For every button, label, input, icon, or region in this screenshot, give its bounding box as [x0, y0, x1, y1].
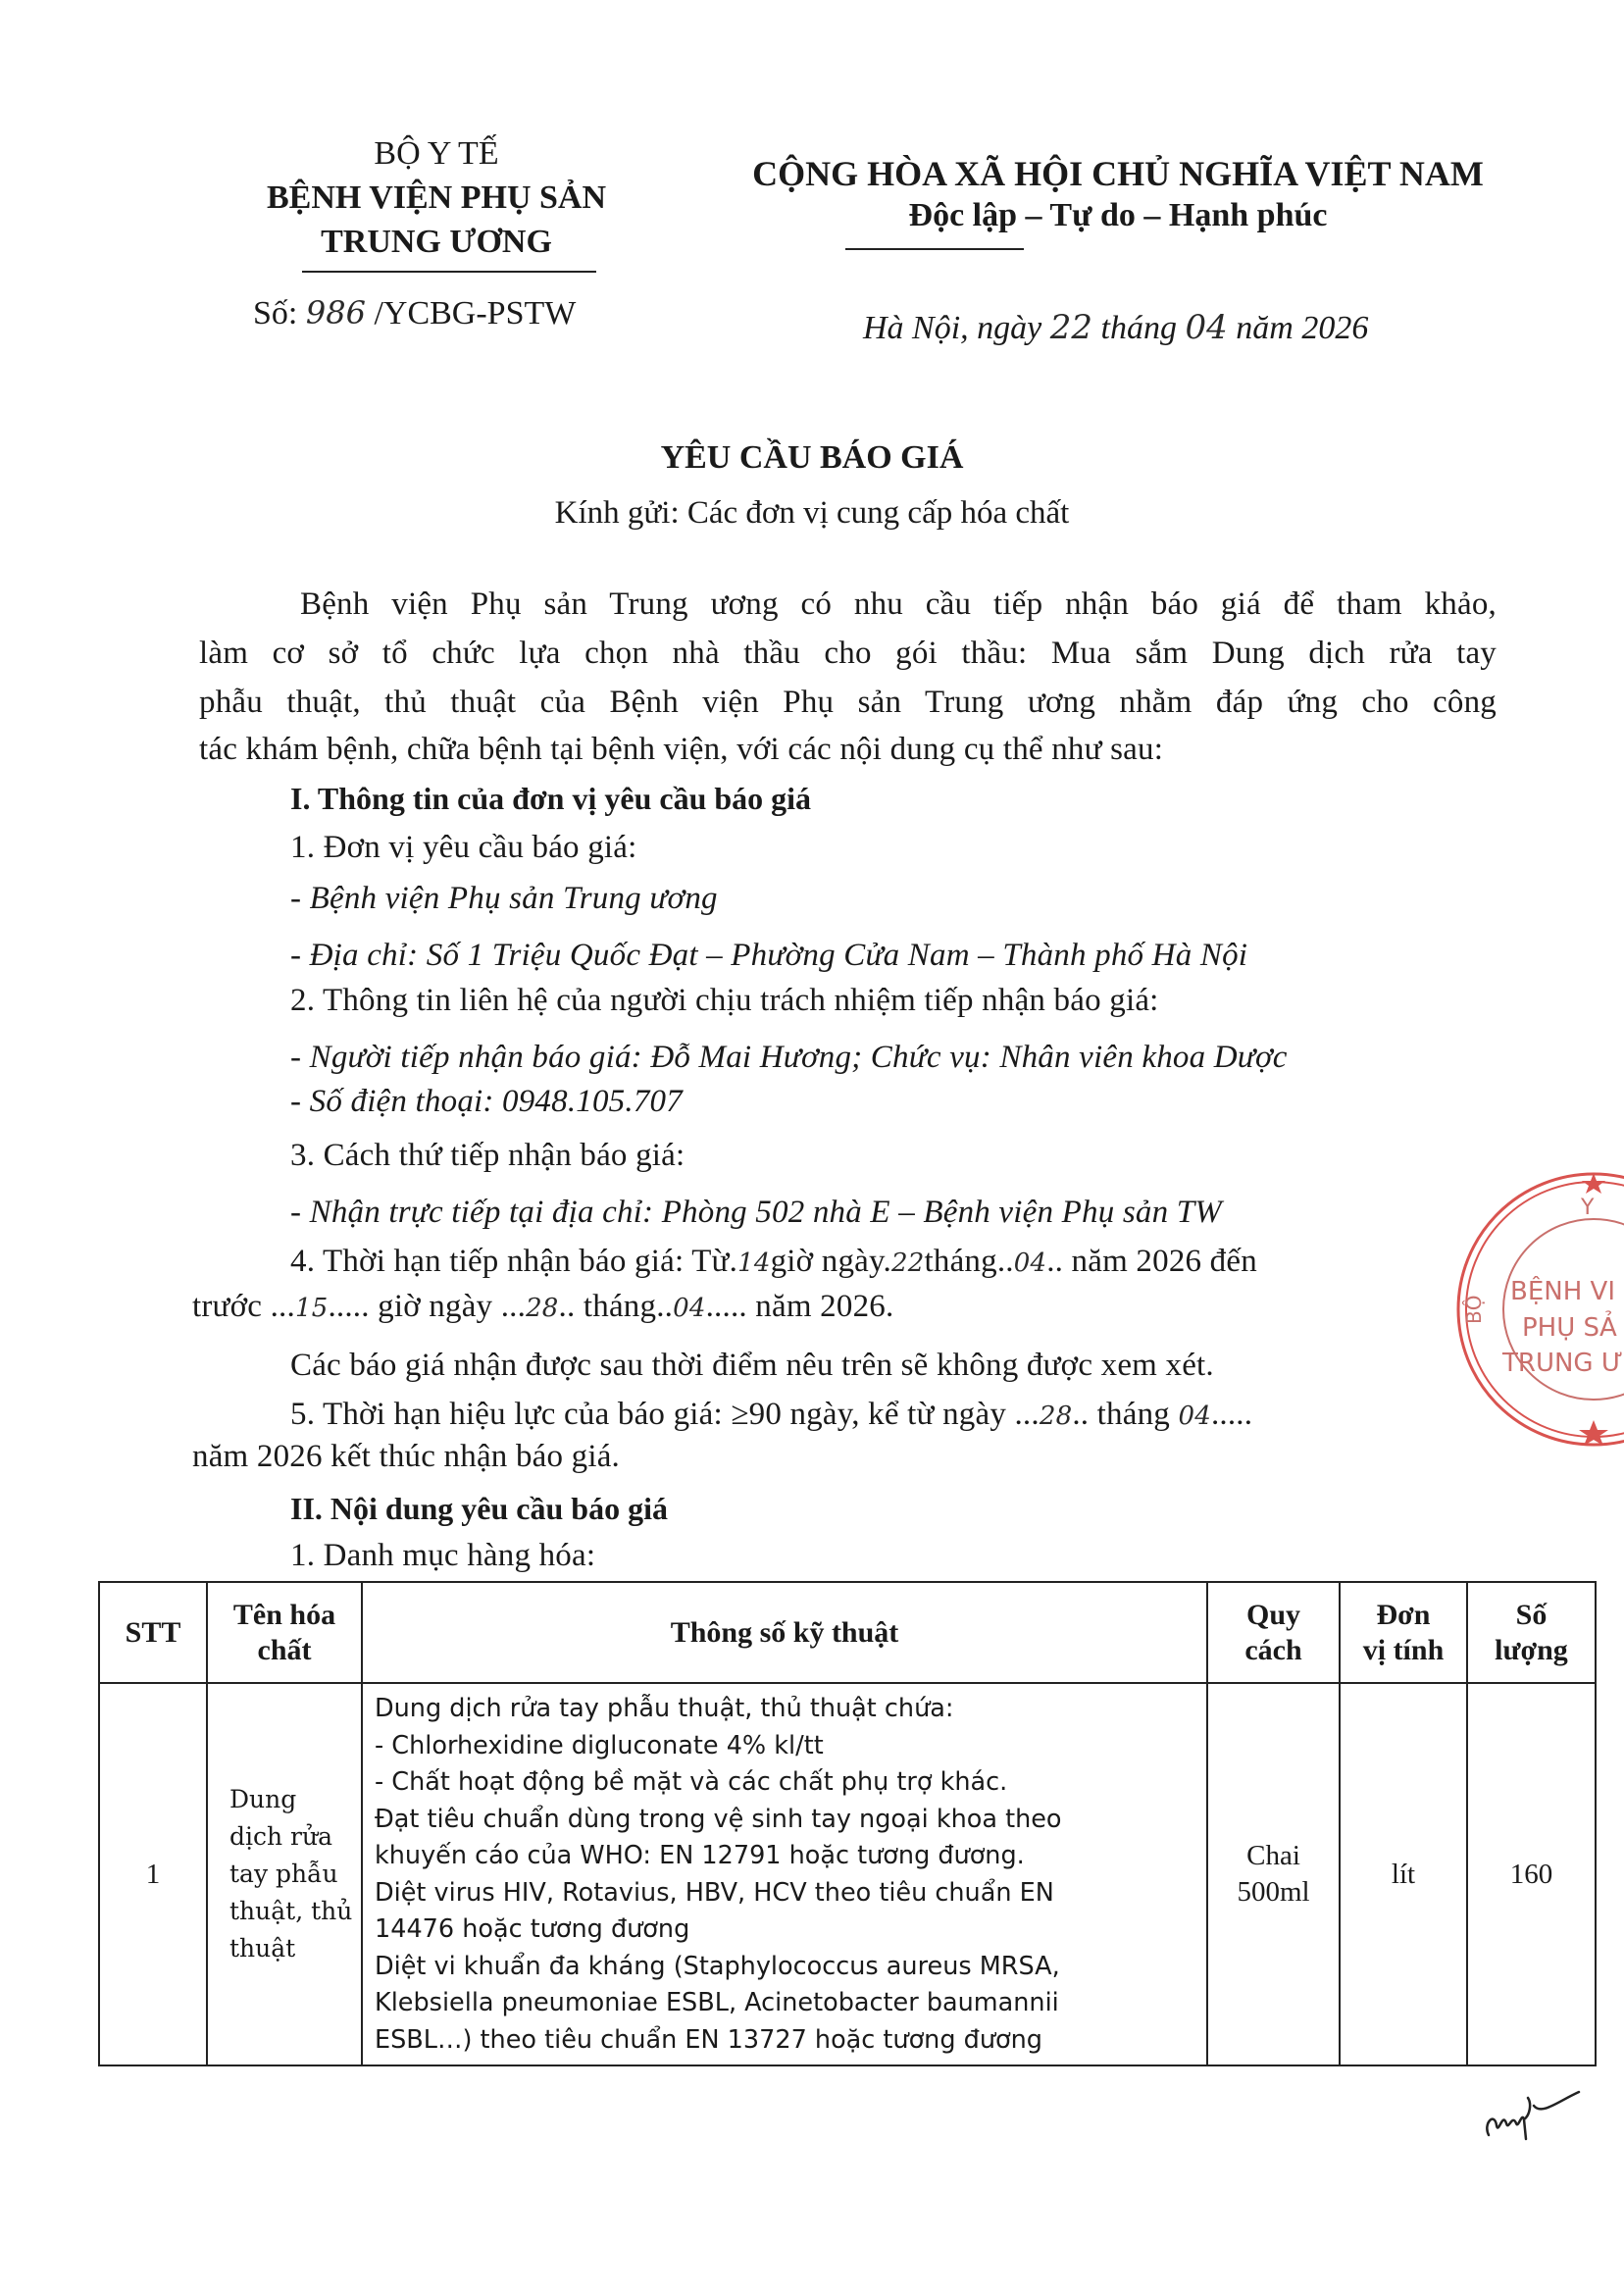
validity-text-1: 5. Thời hạn hiệu lực của báo giá: ≥90 ngày, kể từ ngày ...	[290, 1397, 1040, 1432]
date-prefix: Hà Nội, ngày	[863, 310, 1042, 346]
row-packaging-line1: Chai	[1246, 1840, 1300, 1871]
period-text-6: ..... giờ ngày ...	[328, 1289, 527, 1324]
section-1-heading: I. Thông tin của đơn vị yêu cầu báo giá	[290, 781, 812, 816]
period-hour-from: 14	[737, 1249, 771, 1278]
spec-line: Klebsiella pneumoniae ESBL, Acinetobacter baumannii	[375, 1988, 1059, 2017]
spec-line: Đạt tiêu chuẩn dùng trong vệ sinh tay ngoại khoa theo	[375, 1804, 1062, 1834]
period-text-5: trước ...	[192, 1289, 295, 1324]
hospital-name-line1: BỆNH VIỆN PHỤ SẢN	[266, 179, 607, 216]
row-name-line: dịch rửa	[229, 1822, 333, 1851]
date-year: năm 2026	[1236, 310, 1369, 346]
intro-line-4: tác khám bệnh, chữa bệnh tại bệnh viện, với các nội dung cụ thể như sau:	[199, 732, 1164, 767]
document-title: YÊU CẦU BÁO GIÁ	[660, 439, 964, 476]
row-name-line: thuật	[229, 1934, 296, 1963]
period-text-4: .. năm 2026 đến	[1046, 1244, 1257, 1279]
header-left-underline	[302, 271, 596, 273]
header-packaging	[1208, 1583, 1339, 1682]
period-text-8: ..... năm 2026.	[705, 1289, 894, 1324]
header-unit-line1: Đơn	[1376, 1598, 1431, 1631]
header-name	[208, 1583, 361, 1682]
row-name-line: thuật, thủ	[229, 1897, 353, 1925]
period-day-to: 28	[526, 1294, 559, 1323]
validity-line-2: năm 2026 kết thúc nhận báo giá.	[192, 1439, 621, 1474]
receiving-period-line-2	[192, 1289, 893, 1325]
goods-table	[98, 1581, 1597, 2066]
row-stt: 1	[145, 1858, 161, 1890]
contact-person: - Người tiếp nhận báo giá: Đỗ Mai Hương; Chức vụ: Nhân viên khoa Dược	[290, 1040, 1288, 1075]
section-1-item-2-label: 2. Thông tin liên hệ của người chịu trách nhiệm tiếp nhận báo giá:	[290, 983, 1159, 1018]
validity-day: 28	[1039, 1402, 1073, 1431]
period-month-to: 04	[673, 1294, 706, 1323]
validity-line-1	[290, 1397, 1252, 1433]
period-month-from: 04	[1013, 1249, 1047, 1278]
date-month-label: tháng	[1100, 310, 1177, 346]
date-month-handwritten: 04	[1185, 308, 1228, 347]
header-unit	[1341, 1583, 1466, 1682]
row-quantity: 160	[1509, 1858, 1553, 1890]
stamp-side-text: BỘ	[1462, 1295, 1486, 1324]
hospital-name-line2: TRUNG ƯƠNG	[321, 224, 552, 260]
motto-underline	[845, 248, 1024, 250]
stamp-line-2: PHỤ SẢ	[1522, 1313, 1617, 1343]
date-day-handwritten: 22	[1049, 308, 1093, 347]
section-1-item-1-label: 1. Đơn vị yêu cầu báo giá:	[290, 830, 637, 865]
official-stamp	[1451, 1167, 1624, 1452]
receiving-period-line-1	[290, 1244, 1257, 1280]
header-quantity-line1: Số	[1515, 1598, 1548, 1631]
header-packaging-line1: Quy	[1245, 1598, 1301, 1631]
period-text-1: 4. Thời hạn tiếp nhận báo giá: Từ.	[290, 1244, 738, 1279]
recipient-line: Kính gửi: Các đơn vị cung cấp hóa chất	[554, 495, 1070, 531]
national-motto: Độc lập – Tự do – Hạnh phúc	[908, 197, 1328, 233]
intro-line-1: Bệnh viện Phụ sản Trung ương có nhu cầu tiếp nhận báo giá để tham khảo,	[300, 586, 1497, 622]
header-unit-line2: vị tính	[1362, 1633, 1445, 1666]
period-text-7: .. tháng..	[558, 1289, 674, 1324]
signature-initials-icon	[1481, 2084, 1599, 2148]
document-number	[253, 294, 576, 332]
row-packaging	[1208, 1684, 1339, 2065]
contact-phone: - Số điện thoại: 0948.105.707	[290, 1084, 683, 1119]
stamp-line-1: BỆNH VI	[1510, 1277, 1615, 1306]
spec-line: khuyến cáo của WHO: EN 12791 hoặc tương đương.	[375, 1841, 1025, 1870]
country-name: CỘNG HÒA XÃ HỘI CHỦ NGHĨA VIỆT NAM	[752, 154, 1484, 193]
table-border-bottom	[98, 2065, 1597, 2066]
header-name-line1: Tên hóa	[232, 1598, 336, 1631]
header-quantity-line2: lượng	[1495, 1633, 1568, 1666]
ministry-name: BỘ Y TẾ	[374, 135, 499, 172]
section-2-heading: II. Nội dung yêu cầu báo giá	[290, 1491, 668, 1526]
spec-line: - Chlorhexidine digluconate 4% kl/tt	[375, 1730, 824, 1760]
period-text-2: giờ ngày.	[770, 1244, 892, 1279]
spec-line: Diệt virus HIV, Rotavius, HBV, HCV theo tiêu chuẩn EN	[375, 1877, 1054, 1908]
row-name-line: tay phẫu	[229, 1860, 338, 1888]
spec-line: ESBL…) theo tiêu chuẩn EN 13727 hoặc tương đương	[375, 2024, 1042, 2055]
stamp-line-3: TRUNG Ư	[1502, 1349, 1624, 1378]
period-hour-to: 15	[294, 1294, 329, 1323]
spec-line: 14476 hoặc tương đương	[375, 1914, 690, 1944]
row-name-line: Dung	[229, 1785, 297, 1813]
period-text-3: tháng..	[924, 1244, 1014, 1279]
table-border-right	[1595, 1581, 1597, 2066]
stamp-top-text: Y	[1581, 1196, 1595, 1220]
row-unit: lít	[1391, 1858, 1416, 1890]
row-name	[208, 1684, 361, 2065]
late-submission-note: Các báo giá nhận được sau thời điểm nêu trên sẽ không được xem xét.	[290, 1348, 1214, 1383]
header-stt: STT	[125, 1615, 181, 1649]
spec-line: - Chất hoạt động bề mặt và các chất phụ trợ khác.	[375, 1767, 1008, 1797]
validity-text-2: .. tháng	[1072, 1397, 1179, 1432]
validity-month: 04	[1178, 1402, 1211, 1431]
validity-text-3: .....	[1210, 1397, 1253, 1432]
header-quantity	[1468, 1583, 1595, 1682]
intro-line-2: làm cơ sở tổ chức lựa chọn nhà thầu cho gói thầu: Mua sắm Dung dịch rửa tay	[199, 636, 1497, 671]
header-spec: Thông số kỹ thuật	[670, 1615, 899, 1649]
row-spec	[375, 1691, 1208, 2059]
goods-list-label: 1. Danh mục hàng hóa:	[290, 1538, 596, 1573]
document-number-label: Số:	[253, 295, 298, 331]
spec-line: Diệt vi khuẩn đa kháng (Staphylococcus aureus MRSA,	[375, 1951, 1060, 1981]
document-date	[863, 308, 1368, 347]
section-1-item-3-label: 3. Cách thứ tiếp nhận báo giá:	[290, 1138, 685, 1173]
spec-line: Dung dịch rửa tay phẫu thuật, thủ thuật chứa:	[375, 1694, 954, 1723]
header-packaging-line2: cách	[1244, 1633, 1302, 1666]
row-packaging-line2: 500ml	[1237, 1876, 1310, 1908]
header-name-line2: chất	[257, 1633, 312, 1666]
requester-address: - Địa chỉ: Số 1 Triệu Quốc Đạt – Phường Cửa Nam – Thành phố Hà Nội	[290, 938, 1248, 973]
intro-line-3: phẫu thuật, thủ thuật của Bệnh viện Phụ sản Trung ương nhằm đáp ứng cho công	[199, 685, 1497, 720]
requester-name: - Bệnh viện Phụ sản Trung ương	[290, 881, 718, 916]
document-number-handwritten: 986	[305, 294, 366, 331]
period-day-from: 22	[891, 1249, 925, 1278]
receiving-method: - Nhận trực tiếp tại địa chỉ: Phòng 502 nhà E – Bệnh viện Phụ sản TW	[290, 1195, 1222, 1230]
stamp-seal-icon	[1451, 1167, 1624, 1452]
document-number-suffix: /YCBG-PSTW	[374, 295, 577, 331]
